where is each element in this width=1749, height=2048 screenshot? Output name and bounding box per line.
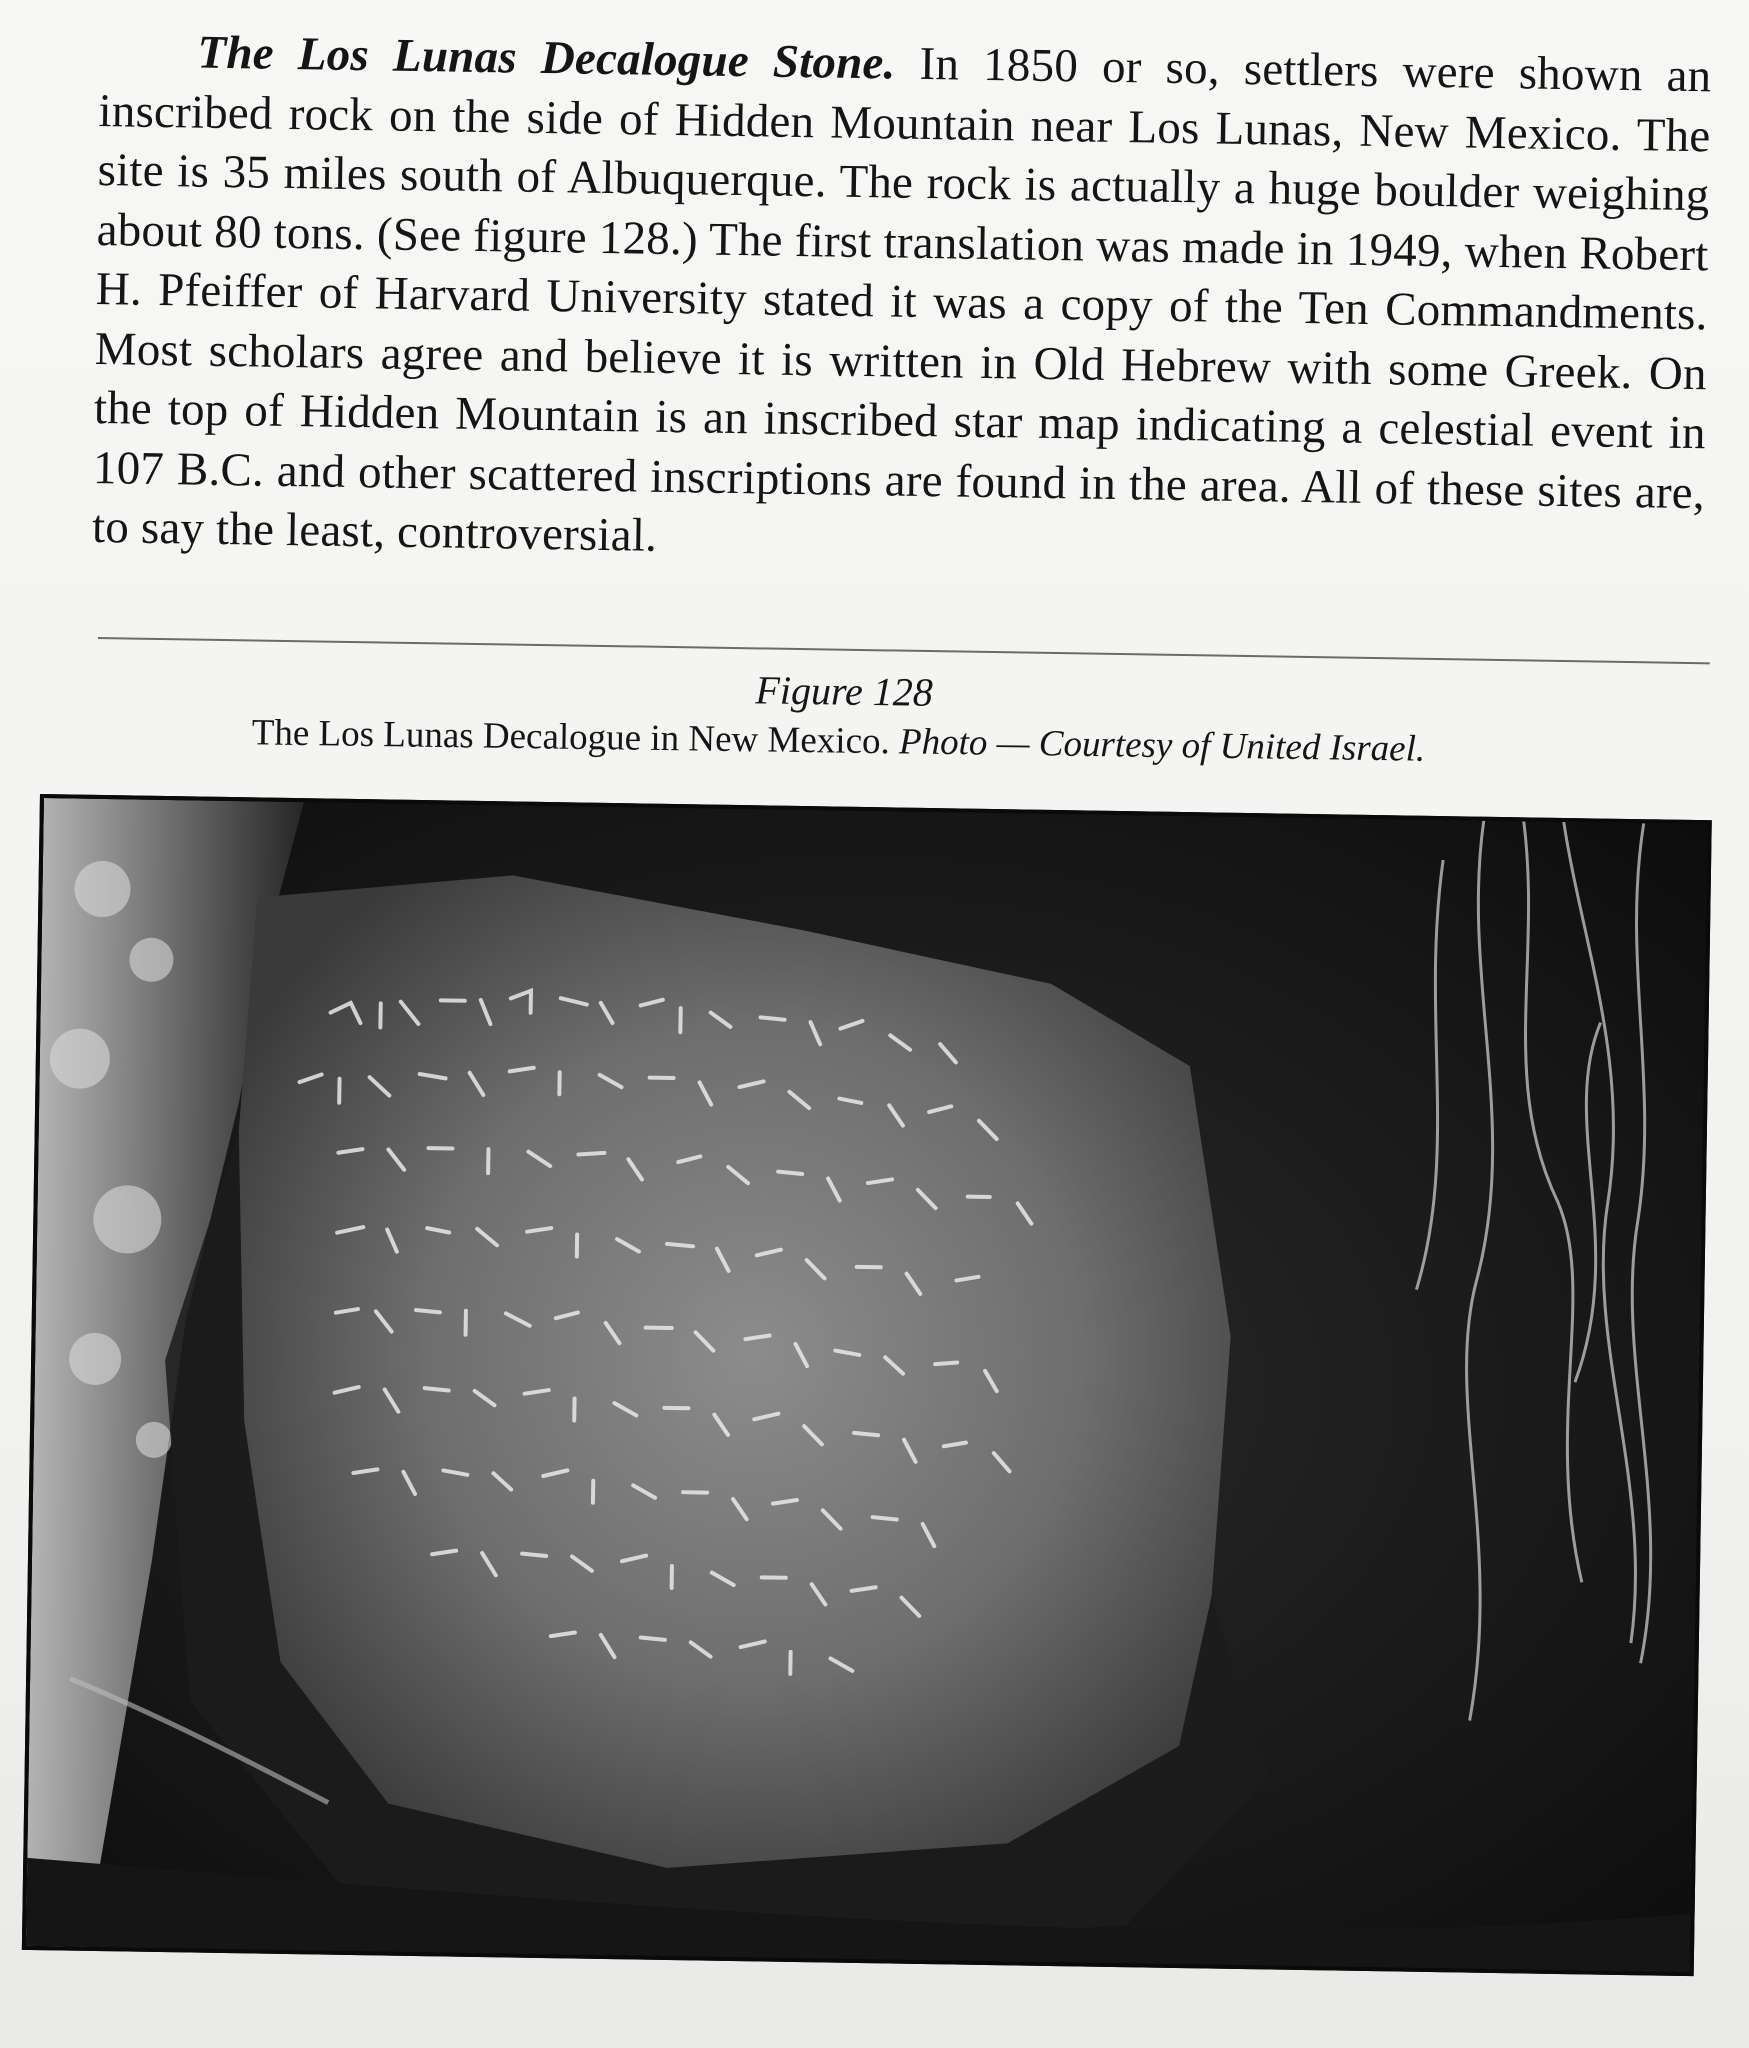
decalogue-stone-photo [22, 794, 1712, 1976]
figure-photo-credit: Photo — Courtesy of United Israel. [898, 721, 1426, 770]
paragraph-text: In 1850 or so, settlers were shown an inscribed rock on the side of Hidden Mountain near Los Lunas, New Mexico. The site is 35 miles south of Albuquerque. The rock is actually a huge boulder weighing about 80 tons. (See figure 128.) The first translation was made in 1949, when Robert H. Pfeiffer of Harvard University stated it was a copy of the Ten Commandments. Most scholars agree and believe it is written in Old Hebrew with some Greek. On the top of Hidden Mountain is an inscribed star map indicating a celestial event in 107 B.C. and other scattered inscriptions are found in the area. All of these sites are, to say the least, controversial. [91, 37, 1712, 562]
photo-illustration [26, 798, 1708, 1972]
figure-caption-block [0, 656, 1749, 780]
section-lead-title: The Los Lunas Decalogue Stone. [197, 26, 896, 90]
body-text-block [92, 22, 1712, 583]
figure-label: Figure 128 [755, 667, 934, 715]
body-paragraph [92, 22, 1712, 583]
figure-caption-main: The Los Lunas Decalogue in New Mexico. [251, 712, 891, 763]
